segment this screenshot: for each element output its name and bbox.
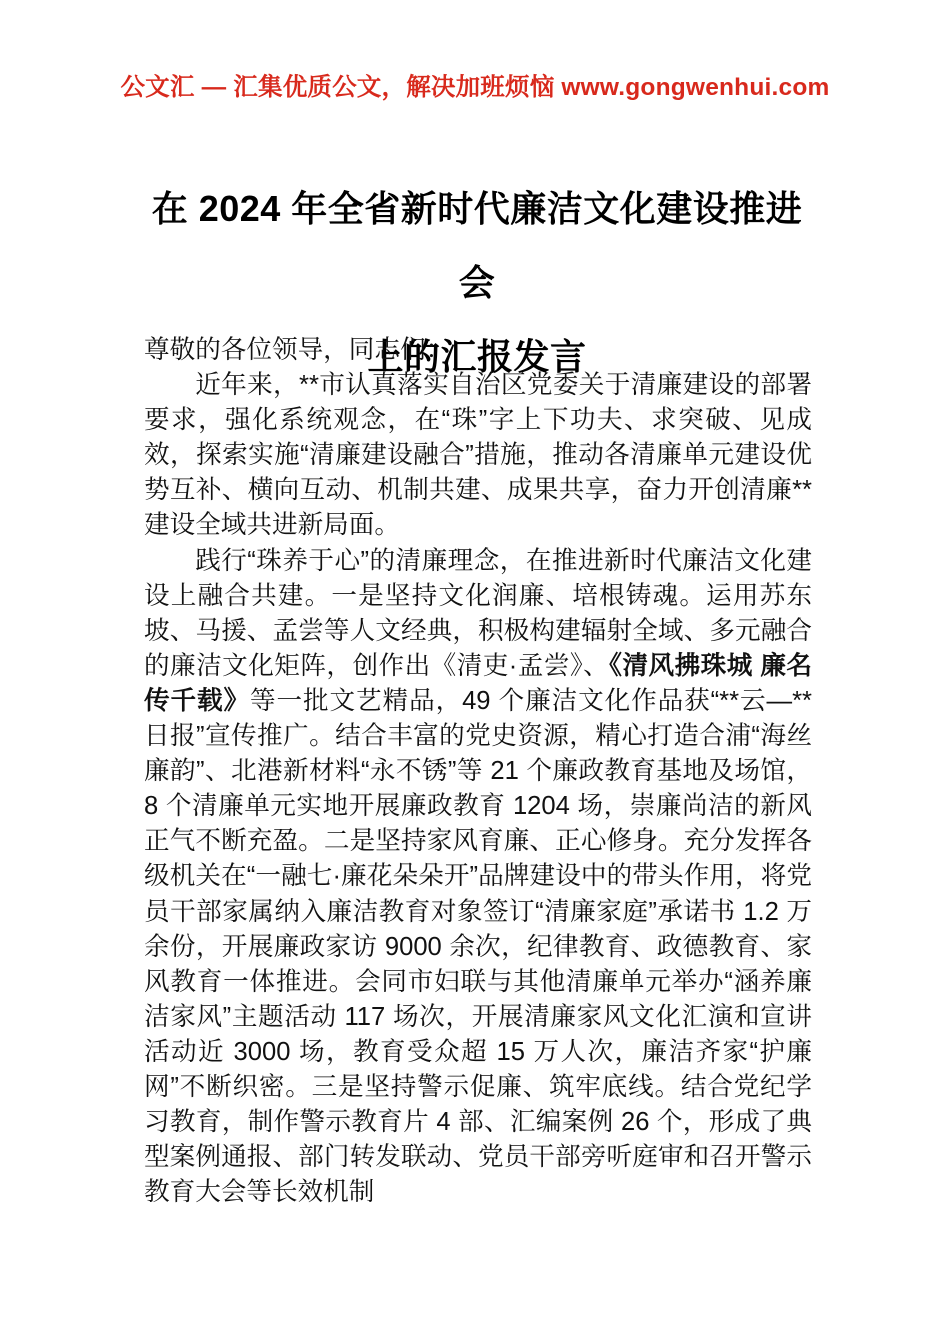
page-title-line-1: 在 2024 年全省新时代廉洁文化建设推进会 bbox=[151, 188, 803, 303]
body-paragraph-2-bold-title: 《清风拂珠城 廉名传千载》 bbox=[144, 651, 812, 715]
body-paragraph-2-segment-1: 践行“珠养于心”的清廉理念，在推进新时代廉洁文化建设上融合共建。一是坚持文化润廉、培根铸魂。运用苏东坡、马援、孟尝等人文经典，积极构建辐射全域、多元融合的廉洁文化矩阵，创作出《清吏·孟尝》、 bbox=[144, 546, 812, 680]
page-title-line-2: 上的汇报发言 bbox=[367, 336, 587, 377]
document-body bbox=[144, 333, 812, 1210]
body-paragraph-1: 近年来，**市认真落实自治区党委关于清廉建设的部署要求，强化系统观念，在“珠”字上下功夫、求突破、见成效，探索实施“清廉建设融合”措施，推动各清廉单元建设优势互补、横向互动、机制共建、成果共享，奋力开创清廉**建设全域共进新局面。 bbox=[144, 371, 812, 540]
watermark-banner-text: 公文汇 — 汇集优质公文，解决加班烦恼 www.gongwenhui.com bbox=[120, 74, 830, 101]
body-paragraph-2 bbox=[144, 544, 812, 1211]
watermark-banner bbox=[0, 76, 950, 101]
salutation-paragraph: 尊敬的各位领导，同志们： bbox=[144, 336, 452, 364]
body-paragraph-2-segment-2: 等一批文艺精品，49 个廉洁文化作品获“**云—**日报”宣传推广。结合丰富的党史资源，精心打造合浦“海丝廉韵”、北港新材料“永不锈”等 21 个廉政教育基地及场馆，8 个清廉单元实地开展廉政教育 1204 场，崇廉尚洁的新风正气不断充盈。二是坚持家风育廉、正心修身。充分发挥各级机关在“一融七·廉花朵朵开”品牌建设中的带头作用，将党员干部家属纳入廉洁教育对象签订“清廉家庭”承诺书 1.2 万余份，开展廉政家访 9000 余次，纪律教育、政德教育、家风教育一体推进。会同市妇联与其他清廉单元举办“涵养廉洁家风”主题活动 117 场次，开展清廉家风文化汇演和宣讲活动近 3000 场，教育受众超 15 万人次，廉洁齐家“护廉网”不断织密。三是坚持警示促廉、筑牢底线。结合党纪学习教育，制作警示教育片 4 部、汇编案例 26 个，形成了典型案例通报、部门转发联动、党员干部旁听庭审和召开警示教育大会等长效机制 bbox=[144, 686, 812, 1207]
